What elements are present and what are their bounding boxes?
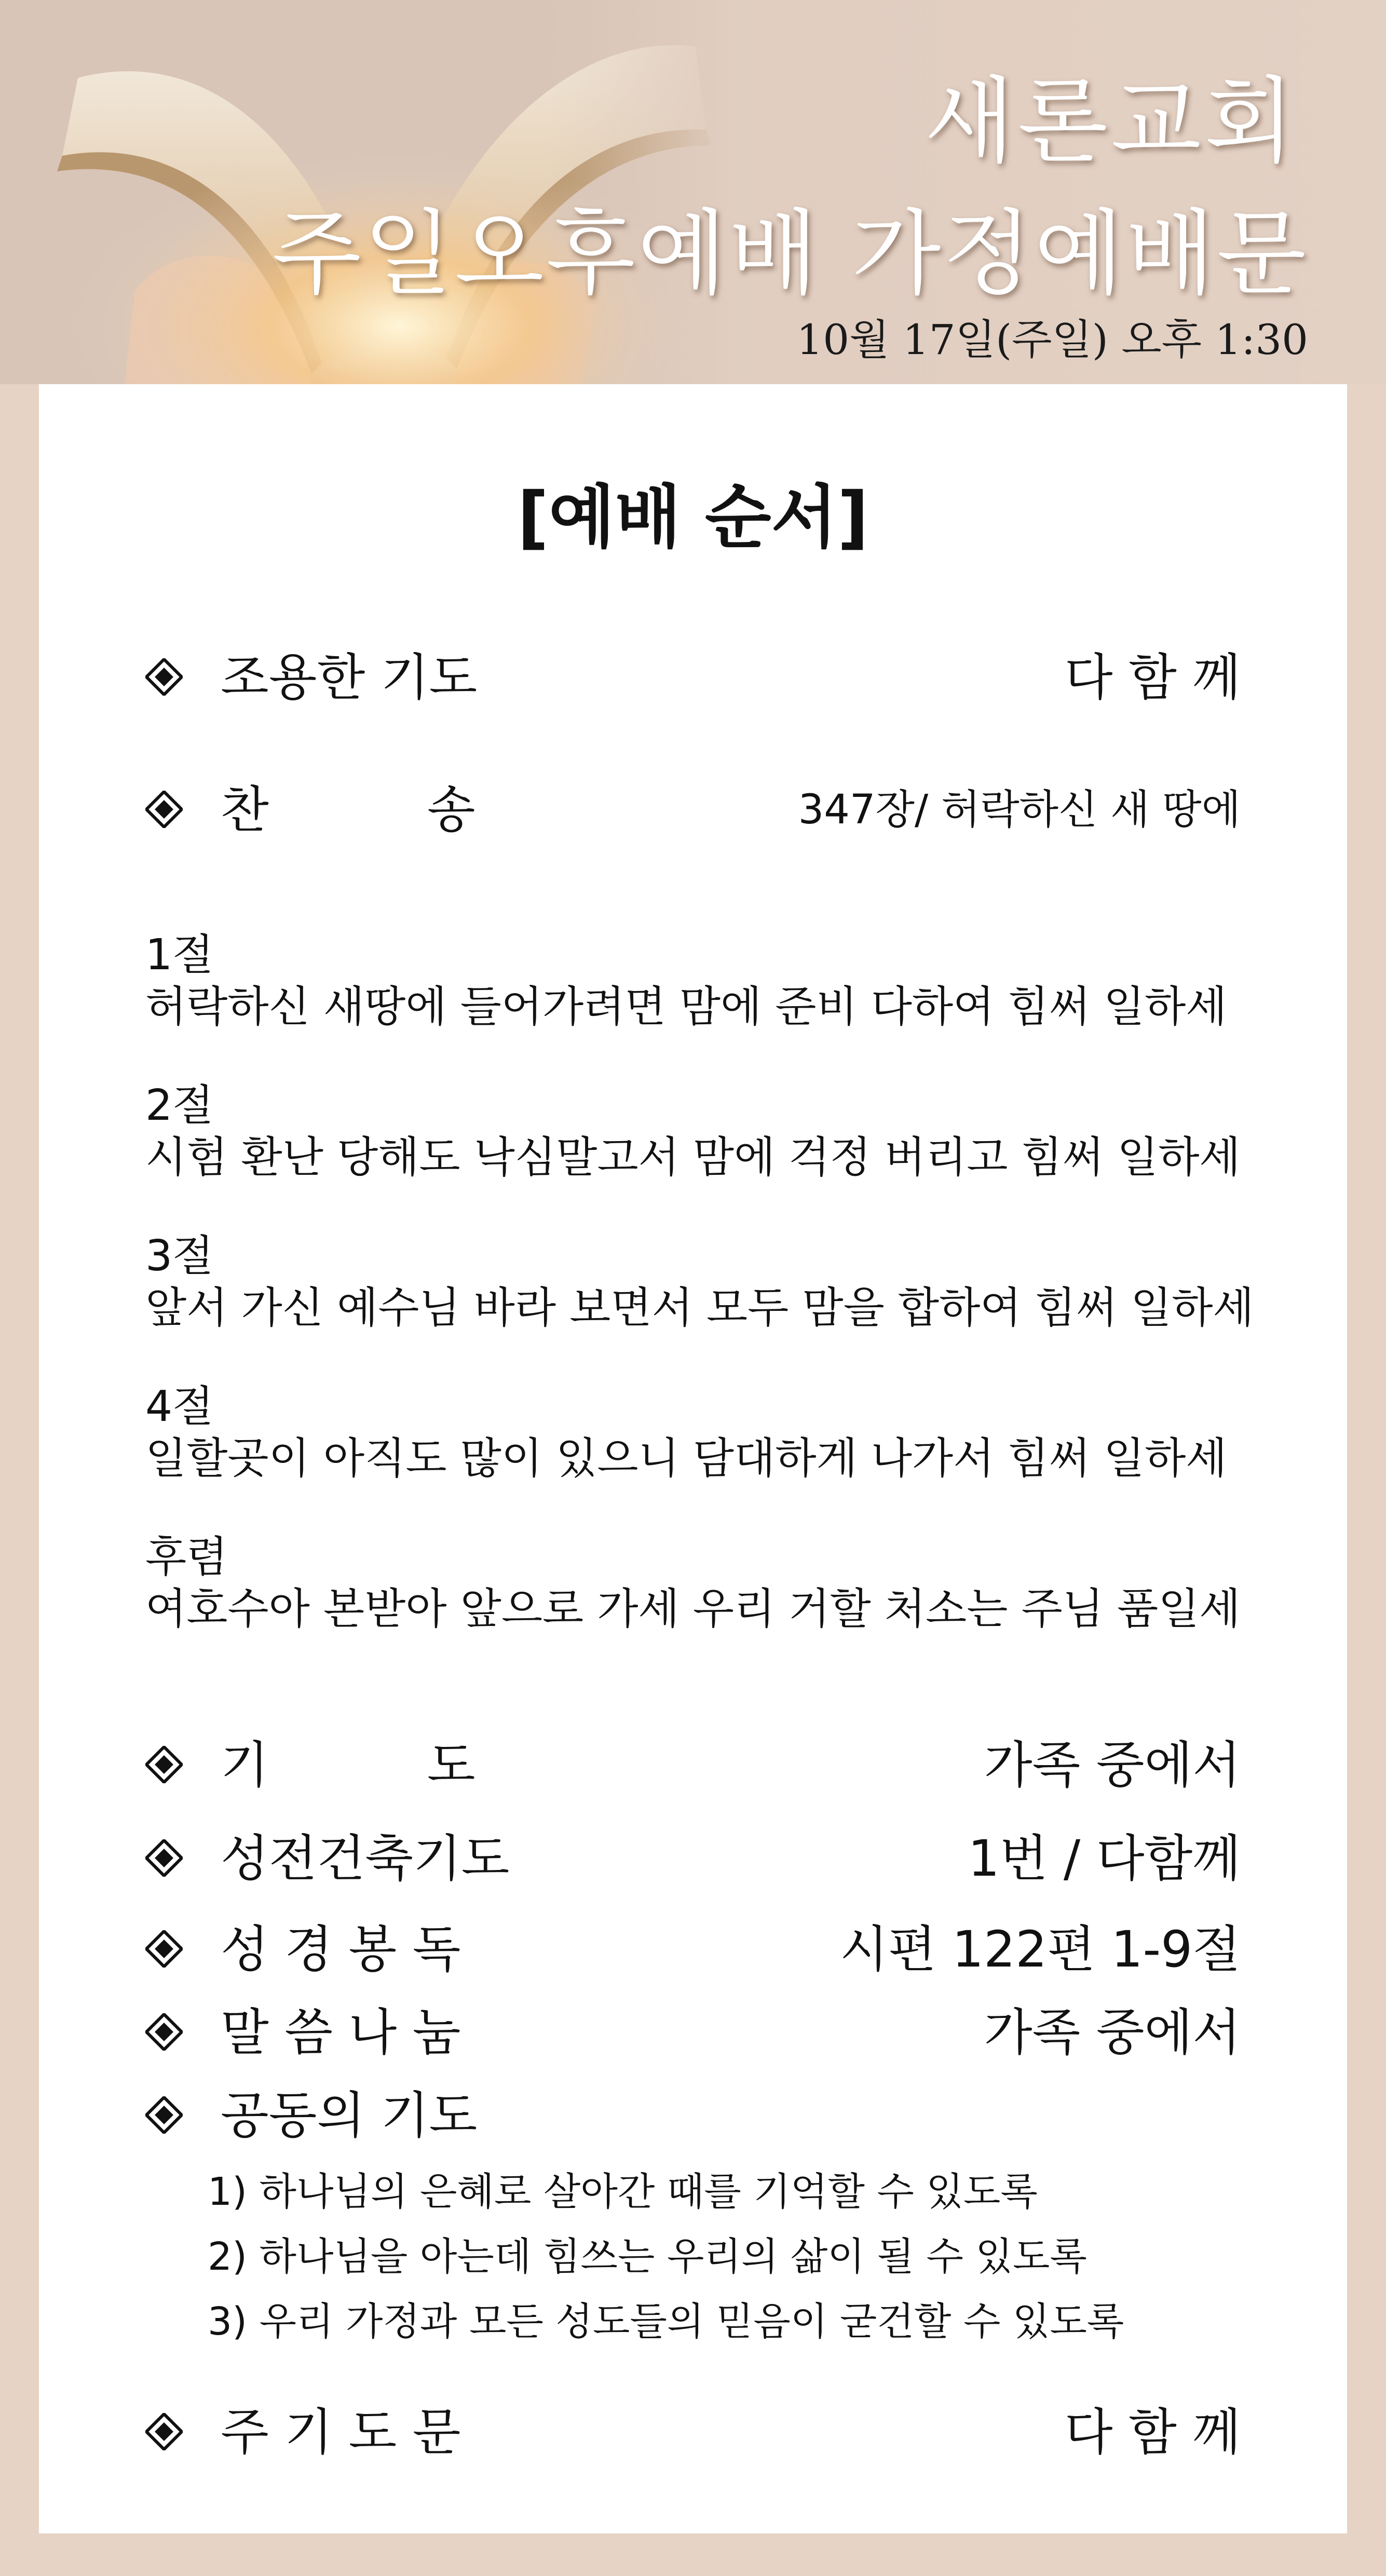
diamond-bullet-icon [145,2013,183,2051]
service-date-time: 10월 17일(주일) 오후 1:30 [796,316,1308,364]
worship-order-card [39,384,1347,2533]
common-prayer-list [208,2160,1124,2354]
common-prayer-row [145,2082,1241,2149]
silent-prayer-row [145,644,1241,711]
silent-prayer-value: 다 함 께 [1064,648,1241,707]
hymn-verse [145,1230,1287,1334]
hymn-refrain [145,1531,1287,1635]
diamond-bullet-icon [145,1930,183,1968]
scripture-label: 성 경 봉 독 [221,1920,461,1978]
lords-prayer-value: 다 함 께 [1064,2403,1241,2461]
prayer-item: 2) 하나님을 아는데 힘쓰는 우리의 삶이 될 수 있도록 [208,2234,1087,2279]
sermon-sharing-row [145,1999,1241,2066]
scripture-reading-row [145,1916,1241,1983]
building-prayer-label: 성전건축기도 [221,1829,510,1888]
prayer-item: 3) 우리 가정과 모든 성도들의 믿음이 굳건할 수 있도록 [208,2299,1124,2344]
diamond-bullet-icon [145,791,183,828]
verse-title: 2절 [145,1081,214,1130]
scripture-value: 시편 122편 1-9절 [839,1920,1241,1978]
prayer-label: 기 도 [221,1736,475,1794]
verse-text: 시험 환난 당해도 낙심말고서 맘에 걱정 버리고 힘써 일하세 [145,1133,1241,1182]
hymn-verse [145,1381,1287,1485]
silent-prayer-label: 조용한 기도 [221,648,478,707]
diamond-bullet-icon [145,2413,183,2450]
building-prayer-value: 1번 / 다함께 [968,1829,1241,1888]
hymn-verse [145,1080,1287,1184]
verse-title: 4절 [145,1382,214,1431]
verse-text: 여호수아 본받아 앞으로 가세 우리 거할 처소는 주님 품일세 [145,1584,1241,1634]
church-name: 새론교회 [924,67,1298,176]
verse-text: 일할곳이 아직도 많이 있으니 담대하게 나가서 힘써 일하세 [145,1434,1227,1483]
lords-prayer-label: 주 기 도 문 [221,2403,461,2461]
verse-title: 후렴 [145,1533,228,1582]
sermon-label: 말 씀 나 눔 [221,2003,461,2062]
hymn-label: 찬 송 [221,781,475,839]
order-heading: [예배 순서] [517,478,869,558]
hymn-row [145,776,1241,844]
common-prayer-label: 공동의 기도 [221,2086,478,2145]
prayer-value: 가족 중에서 [984,1736,1241,1794]
prayer-row [145,1731,1241,1799]
service-title: 주일오후예배 가정예배문 [271,200,1308,307]
diamond-bullet-icon [145,1746,183,1783]
verse-text: 앞서 가신 예수님 바라 보면서 모두 맘을 합하여 힘써 일하세 [145,1283,1254,1333]
prayer-item: 1) 하나님의 은혜로 살아간 때를 기억할 수 있도록 [208,2170,1038,2214]
diamond-bullet-icon [145,658,183,696]
hymn-value: 347장/ 허락하신 새 땅에 [798,787,1241,833]
diamond-bullet-icon [145,2096,183,2134]
hymn-verse [145,929,1287,1033]
diamond-bullet-icon [145,1839,183,1877]
header-banner [0,0,1386,384]
verse-title: 1절 [145,930,214,980]
lords-prayer-row [145,2398,1241,2466]
sermon-value: 가족 중에서 [984,2003,1241,2062]
verse-text: 허락하신 새땅에 들어가려면 맘에 준비 다하여 힘써 일하세 [145,982,1227,1032]
building-prayer-row [145,1825,1241,1892]
verse-title: 3절 [145,1231,214,1281]
